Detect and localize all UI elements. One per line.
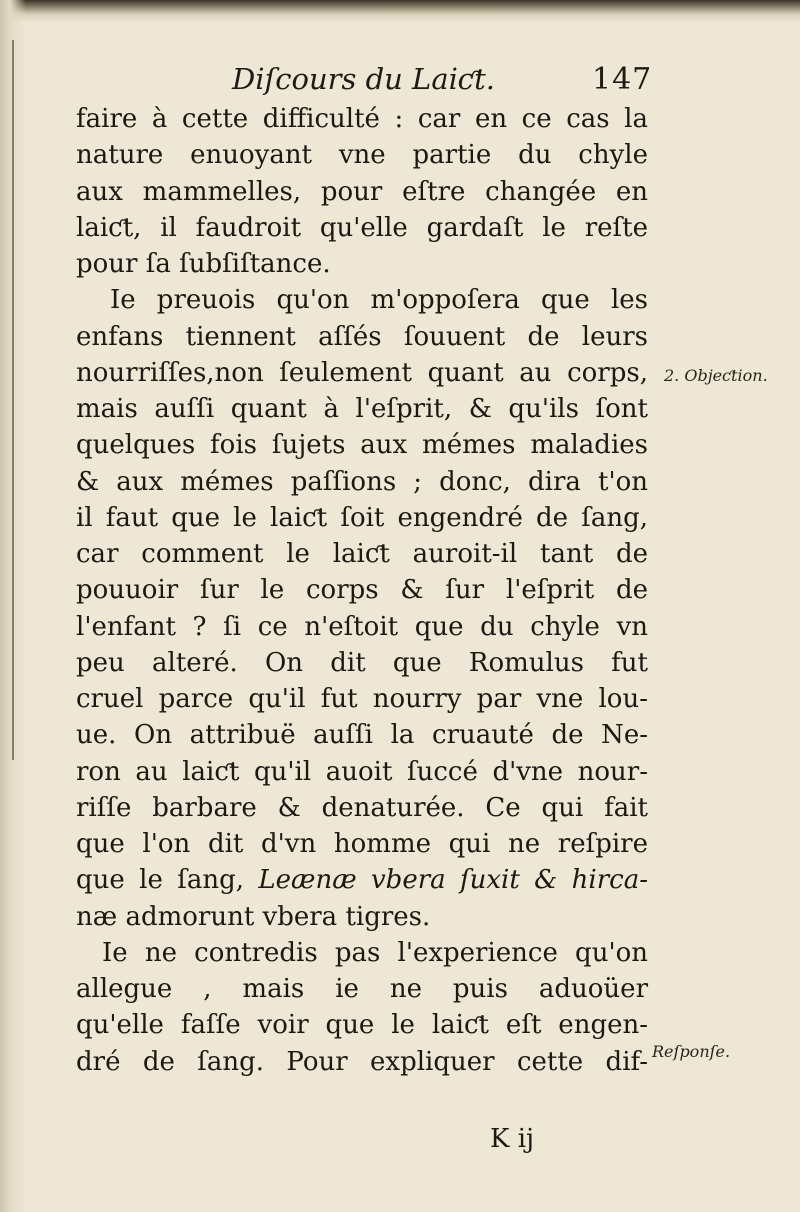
text-line: il faut que le laiƈt ſoit engendré de ſang, [76,502,648,533]
text-line: aux mammelles, pour eſtre changée en [76,176,648,207]
text-line: peu alteré. On dit que Romulus fut [76,647,648,678]
latin-quote-start: Leænæ vbera ſuxit & hirca- [258,865,649,896]
text-line: enfans tiennent aſſés ſouuent de leurs [76,321,648,352]
latin-quote-end: næ admorunt vbera tigres. [76,901,431,932]
text-line: ron au laiƈt qu'il auoit ſuccé d'vne nour- [76,756,648,787]
text-line: riſſe barbare & denaturée. Ce qui fait [76,792,648,823]
text-line: que l'on dit d'vn homme qui ne reſpire [76,829,648,859]
text-line: nature enuoyant vne partie du chyle [76,140,648,171]
page-number: 147 [592,62,653,97]
text-line: qu'elle faſſe voir que le laiƈt eſt engen- [76,1010,648,1041]
page-top-shadow [0,0,800,22]
text-line: dré de ſang. Pour expliquer cette dif- [76,1046,648,1077]
signature-mark: K ij [490,1124,535,1154]
body-text [76,101,648,1080]
text-line: car comment le laiƈt auroit-il tant de [76,539,648,569]
text-line: faire à cette difficulté : car en ce cas la [76,104,648,134]
text-line-start: que le ſang, [76,865,244,896]
text-line: allegue , mais ie ne puis aduoüer [76,974,648,1004]
text-line-with-quote [76,862,648,898]
page-header [0,62,800,102]
margin-note-objection: 2. Objeƈtion. [664,366,768,385]
text-line: nourriſſes,non ſeulement quant au corps, [76,357,648,388]
text-line: mais auſſi quant à l'eſprit, & qu'ils ſont [76,394,648,424]
text-line: Ie preuois qu'on m'oppoſera que les [110,285,648,316]
text-line: cruel parce qu'il fut nourry par vne lou- [76,684,648,714]
margin-note-response: Reſponſe. [652,1042,731,1061]
text-line: l'enfant ? ſi ce n'eſtoit que du chyle vn [76,611,648,642]
text-line: ue. On attribuë auſſi la cruauté de Ne- [76,720,648,751]
text-line: quelques fois ſujets aux mémes maladies [76,430,648,461]
text-line: & aux mémes paſſions ; donc, dira t'on [76,466,648,497]
text-line: pour ſa ſubſiſtance. [76,249,331,279]
gutter-line [12,40,14,760]
running-title: Diſcours du Laiƈt. [232,62,495,96]
text-line: pouuoir ſur le corps & ſur l'eſprit de [76,575,648,606]
text-line: Ie ne contredis pas l'experience qu'on [102,937,648,968]
text-line: laiƈt, il faudroit qu'elle gardaſt le reſte [76,212,648,243]
